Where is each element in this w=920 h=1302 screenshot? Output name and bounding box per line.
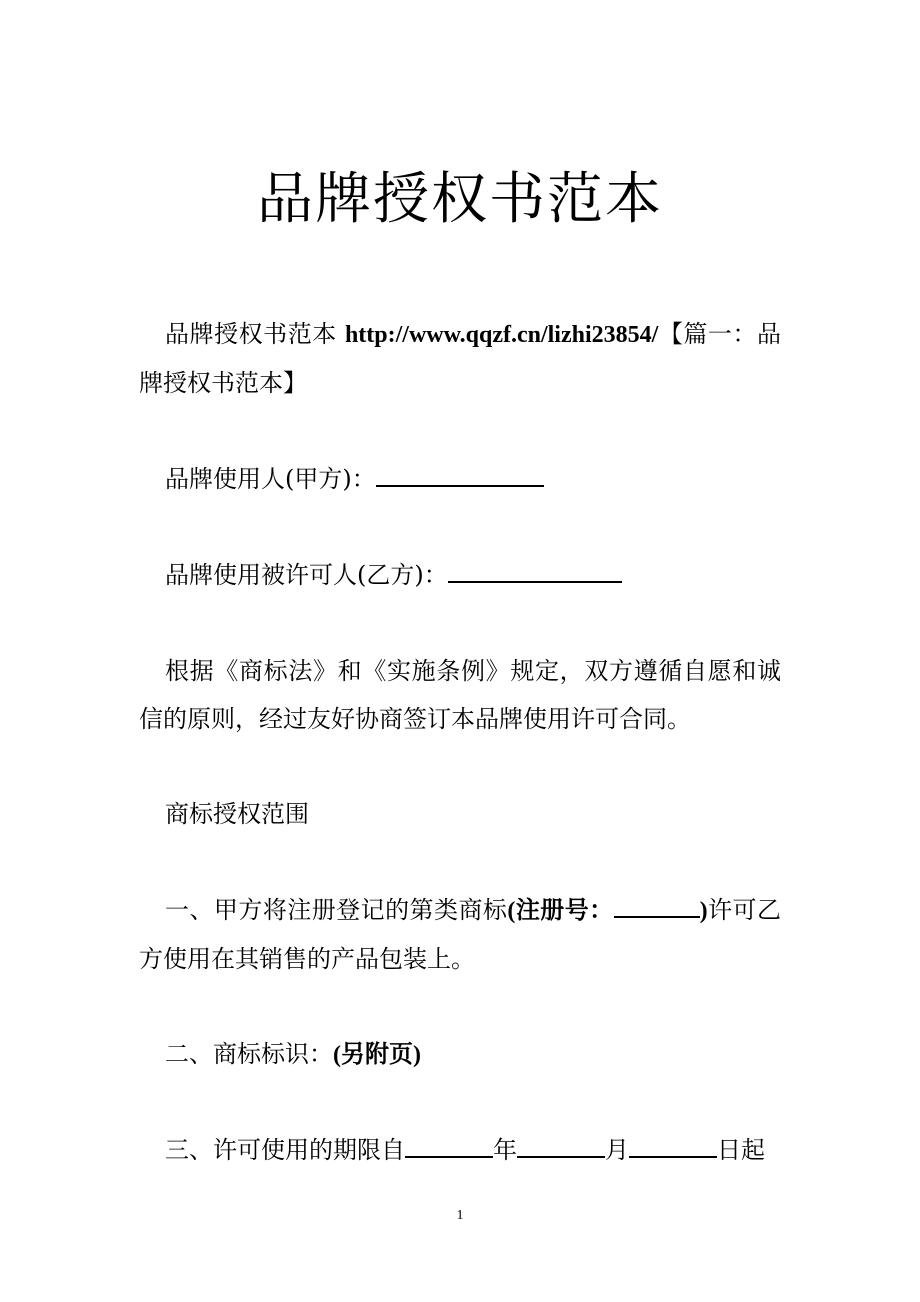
- preamble-paragraph: 根据《商标法》和《实施条例》规定，双方遵循自愿和诚信的原则，经过友好协商签订本品牌使用许可合同。: [139, 657, 781, 733]
- page-number: 1: [456, 1208, 464, 1223]
- clause-3-year: 年: [493, 1136, 517, 1164]
- clause-3: [139, 1126, 781, 1174]
- clause-1: [139, 886, 781, 983]
- party-a-blank: [376, 463, 544, 487]
- clause-3-day-blank: [629, 1134, 717, 1158]
- clause-3-year-blank: [405, 1134, 493, 1158]
- clause-3-day-from: 日起: [717, 1136, 765, 1164]
- intro-paragraph: [139, 310, 781, 407]
- clause-1-before: 一、甲方将注册登记的第类商标: [165, 896, 508, 924]
- intro-url[interactable]: http://www.qqzf.cn/lizhi23854/: [344, 322, 659, 348]
- clause-1-reg-label: (注册号：: [507, 898, 614, 924]
- clause-2-label: 二、商标标识：: [165, 1040, 333, 1068]
- intro-prefix: 品牌授权书范本: [165, 320, 345, 348]
- party-b-line: [139, 551, 781, 599]
- clause-1-reg-close: ): [699, 898, 708, 924]
- party-a-label: 品牌使用人(甲方)：: [165, 465, 376, 493]
- document-title: 品牌授权书范本: [257, 167, 663, 232]
- clause-3-before: 三、许可使用的期限自: [165, 1136, 405, 1164]
- party-a-line: [139, 455, 781, 503]
- clause-2: [139, 1030, 781, 1079]
- party-b-blank: [448, 559, 622, 583]
- party-b-label: 品牌使用被许可人(乙方)：: [165, 561, 448, 589]
- clause-1-after: 许可乙方使用在其销售的产品包装上。: [139, 896, 782, 973]
- clause-1-reg-blank: [614, 894, 700, 918]
- section-heading: 商标授权范围: [165, 800, 309, 828]
- clause-2-note: (另附页): [333, 1042, 421, 1068]
- intro-suffix: 【篇一：品牌授权书范本】: [139, 320, 781, 397]
- clause-3-month-blank: [517, 1134, 605, 1158]
- clause-3-month: 月: [605, 1136, 629, 1164]
